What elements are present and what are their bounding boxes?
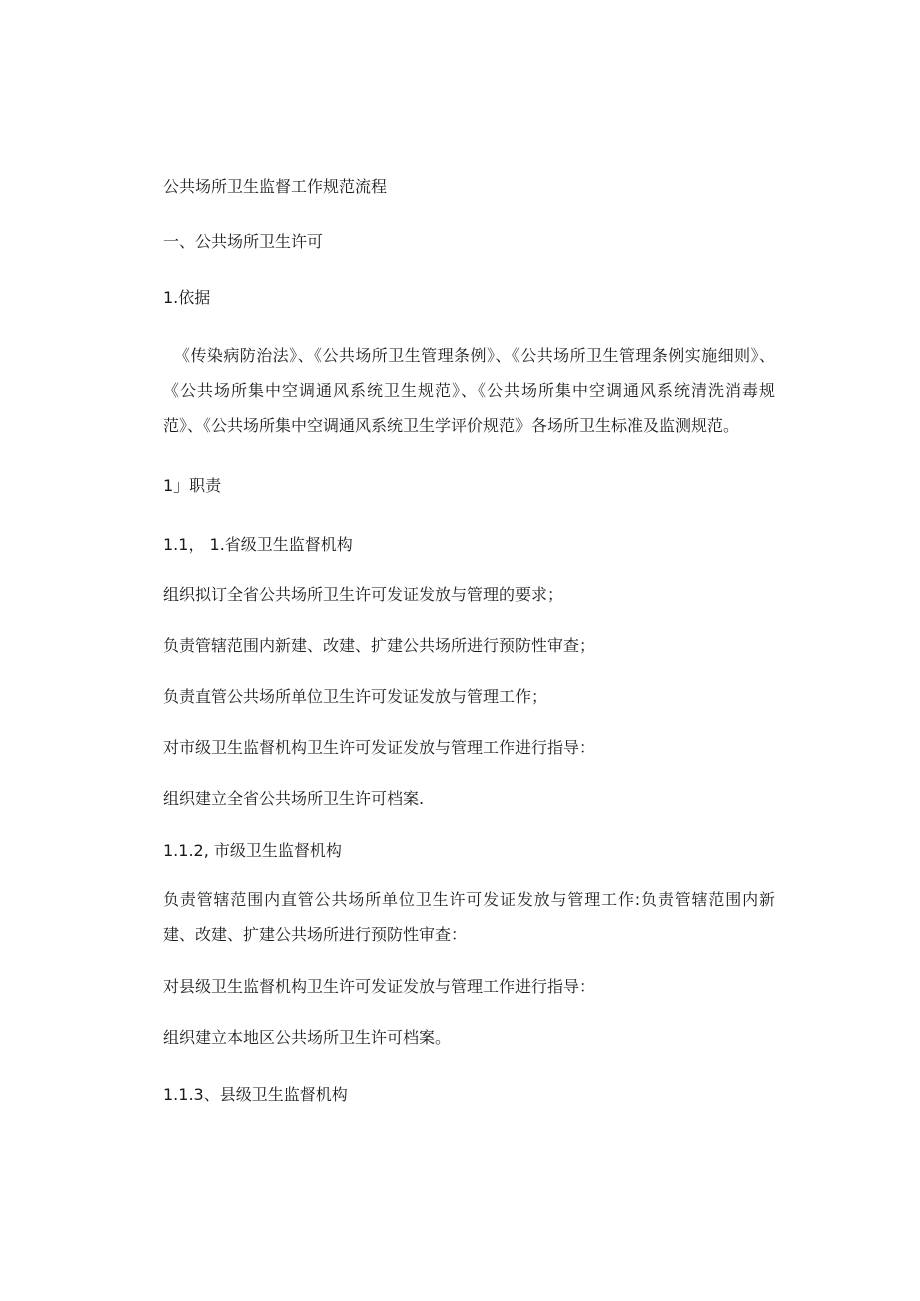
document-title: 公共场所卫生监督工作规范流程 (163, 177, 388, 196)
basis-heading: 1.依据 (163, 288, 211, 307)
provincial-duty-item: 组织拟订全省公共场所卫生许可发证发放与管理的要求； (163, 585, 564, 604)
section-heading-hygiene-license: 一、公共场所卫生许可 (163, 232, 324, 251)
municipal-agency-heading: 1.1.2, 市级卫生监督机构 (163, 841, 342, 860)
duty-heading: 1」职责 (163, 476, 222, 495)
provincial-duty-item: 对市级卫生监督机构卫生许可发证发放与管理工作进行指导： (163, 738, 596, 757)
municipal-duty-item: 组织建立本地区公共场所卫生许可档案。 (163, 1028, 452, 1047)
provincial-duty-item: 负责直管公共场所单位卫生许可发证发放与管理工作； (163, 687, 548, 706)
municipal-duty-item: 对县级卫生监督机构卫生许可发证发放与管理工作进行指导： (163, 977, 596, 996)
provincial-duty-item: 负责管辖范围内新建、改建、扩建公共场所进行预防性审查； (163, 636, 596, 655)
county-agency-heading: 1.1.3、县级卫生监督机构 (163, 1085, 348, 1104)
basis-paragraph: 《传染病防治法》、《公共场所卫生管理条例》、《公共场所卫生管理条例实施细则》、《公共场所集中空调通风系统卫生规范》、《公共场所集中空调通风系统清洗消毒规范》、《公共场所集中空调通风系统卫生学评价规范》各场所卫生标准及监测规范。 (163, 346, 775, 435)
provincial-agency-heading: 1.1， 1.省级卫生监督机构 (163, 535, 353, 554)
municipal-duty-paragraph: 负责管辖范围内直管公共场所单位卫生许可发证发放与管理工作:负责管辖范围内新建、改建、扩建公共场所进行预防性审查： (163, 890, 775, 944)
provincial-duty-item: 组织建立全省公共场所卫生许可档案. (163, 789, 425, 808)
